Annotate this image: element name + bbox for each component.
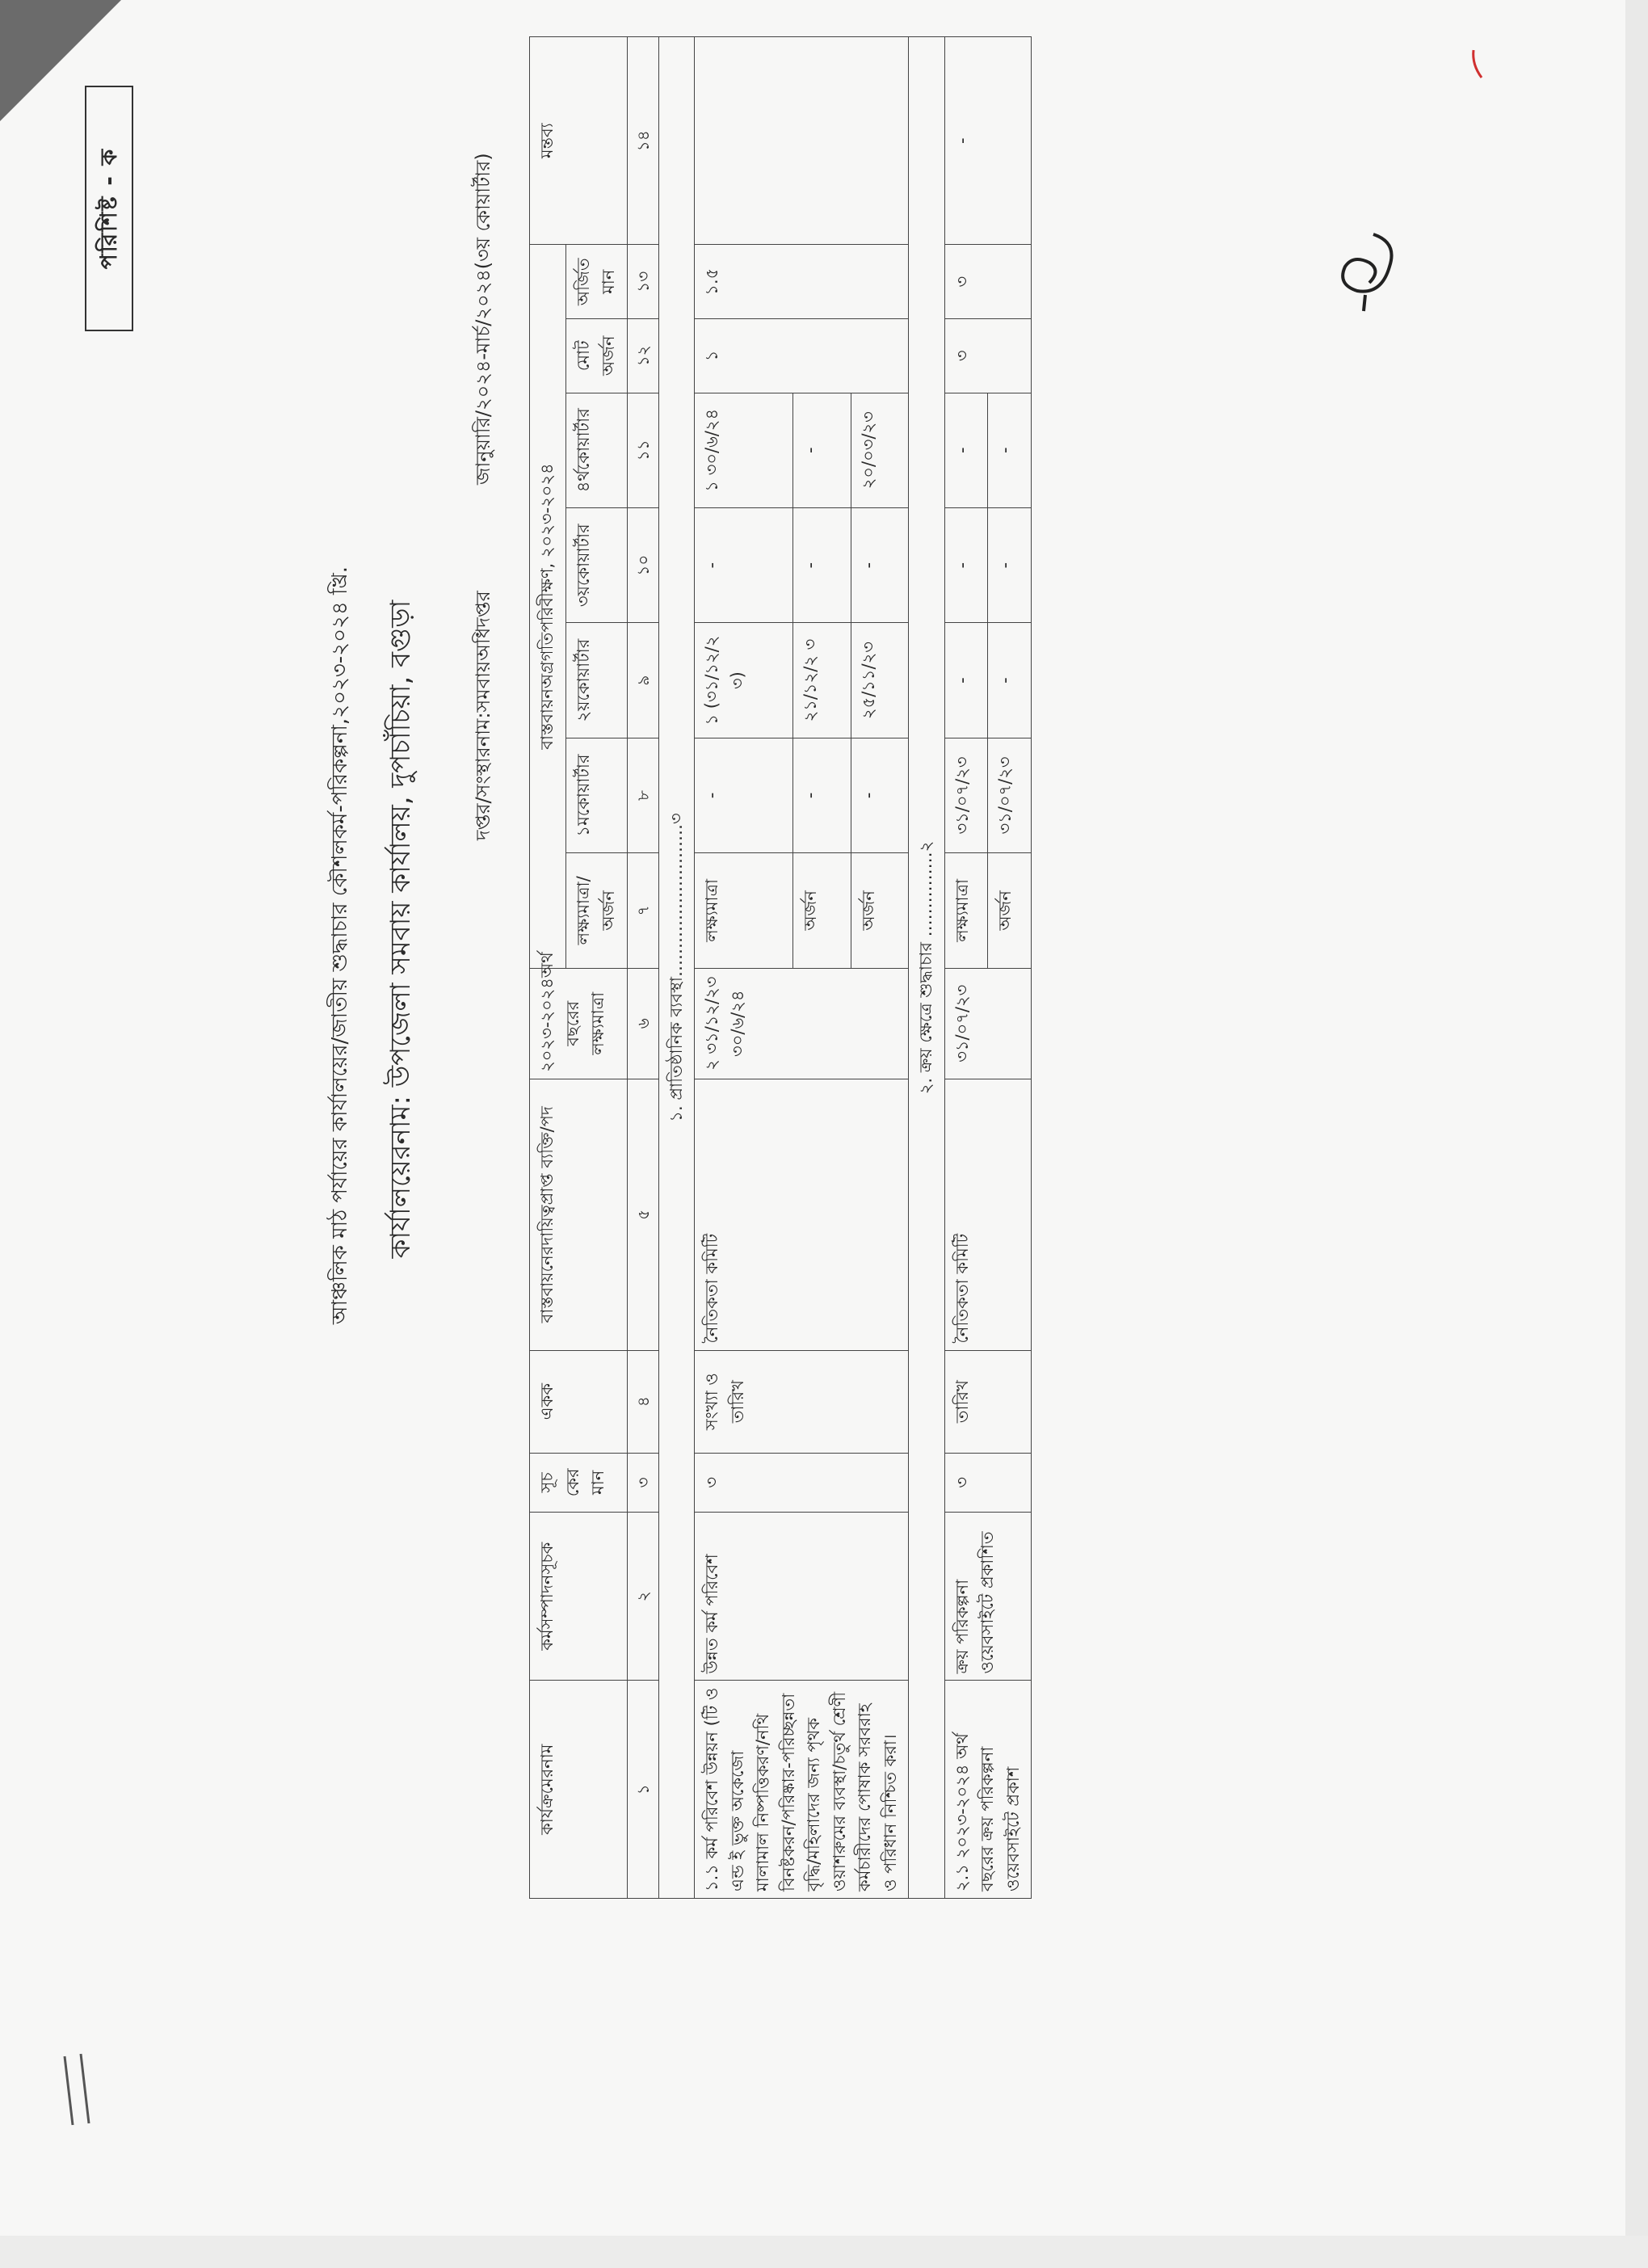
column-number: ৯ xyxy=(627,623,658,738)
header-progress-group: বাস্তবায়নঅগ্রগতিপরিবীক্ষণ, ২০২৩-২০২৪ xyxy=(530,245,566,968)
q1-cell: - xyxy=(695,738,793,852)
activity-cell: ১.১ কর্ম পরিবেশ উন্নয়ন (টি ও এন্ড ই ভুক্ত অকেজো মালামাল নিষ্পত্তিকরণ/নথি বিনষ্টকরন/পরিষ্কার-পরিচ্ছন্নতা বৃদ্ধি/মহিলাদের জন্য পৃথক ওয়াশরুমের ব্যবস্থা/চতুর্থ শ্রেণী কর্মচারীদের পোষাক সরবরাহ ও পরিধান নিশ্চিত করা। xyxy=(695,1681,909,1899)
unit-cell: সংখ্যা ও তারিখ xyxy=(695,1350,909,1453)
column-number: ৫ xyxy=(627,1079,658,1350)
value-cell: ৩ xyxy=(695,1453,909,1512)
column-number: ৭ xyxy=(627,853,658,968)
activity-cell: ২.১ ২০২৩-২০২৪ অর্থ বছরের ক্রয় পরিকল্পনা ওয়েবসাইটে প্রকাশ xyxy=(944,1681,1032,1899)
total-cell: ১ xyxy=(695,319,909,393)
remarks-cell: - xyxy=(944,37,1032,245)
column-number: ২ xyxy=(627,1512,658,1681)
achievement-label: অর্জন xyxy=(793,853,851,968)
section-row xyxy=(658,37,695,1899)
table-row xyxy=(695,37,793,1899)
document-title: আঞ্চলিক মাঠ পর্যায়ের কার্যালয়ের/জাতীয় শুদ্ধাচার কৌশলকর্ম-পরিকল্পনা,২০২৩-২০২৪ খ্রি. xyxy=(328,566,352,1325)
column-number: ১২ xyxy=(627,319,658,393)
achievement-label: অর্জন xyxy=(988,853,1032,968)
reporting-period: জানুয়ারি/২০২৪-মার্চ/২০২৪(৩য় কোয়ার্টার) xyxy=(472,153,494,485)
column-number: ১৪ xyxy=(627,37,658,245)
q1-cell: ৩১/০৭/২৩ xyxy=(944,738,988,852)
scan-edge-bottom xyxy=(0,2236,1648,2268)
column-number: ১০ xyxy=(627,507,658,622)
q1-cell: - xyxy=(851,738,908,852)
header-q1: ১মকোয়ার্টার xyxy=(565,738,627,852)
integrity-action-plan-table xyxy=(529,36,1032,1899)
red-pen-mark xyxy=(1470,48,1486,81)
q1-cell: ৩১/০৭/২৩ xyxy=(988,738,1032,852)
q4-cell: - xyxy=(988,393,1032,507)
appendix-label: পরিশিষ্ট - ক xyxy=(85,86,133,331)
column-number: ১ xyxy=(627,1681,658,1899)
remarks-cell xyxy=(695,37,909,245)
column-number: ৬ xyxy=(627,968,658,1079)
section-institutional: ১. প্রাতিষ্ঠানিক ব্যবস্থা………………………৩ xyxy=(658,37,695,1899)
q3-cell: - xyxy=(695,507,793,622)
scan-edge xyxy=(1625,0,1648,2268)
q1-cell: - xyxy=(793,738,851,852)
header-unit: একক xyxy=(530,1350,628,1453)
column-number-row xyxy=(627,37,658,1899)
indicator-cell: ক্রয় পরিকল্পনা ওয়েবসাইটে প্রকাশিত xyxy=(944,1512,1032,1681)
header-responsible: বাস্তবায়নেরদায়িত্বপ্রাপ্ত ব্যক্তি/পদ xyxy=(530,1079,628,1350)
header-row xyxy=(530,37,566,1899)
header-annual-target: ২০২৩-২০২৪অর্থ বছরের লক্ষ্যমাত্রা xyxy=(530,968,628,1079)
q4-cell: - xyxy=(793,393,851,507)
header-total: মোট অর্জন xyxy=(565,319,627,393)
q2-cell: ১ (৩১/১২/২ ৩) xyxy=(695,623,793,738)
section-procurement: ২. ক্রয় ক্ষেত্রে শুদ্ধাচার ……………২ xyxy=(909,37,945,1899)
q2-cell: - xyxy=(988,623,1032,738)
q3-cell: - xyxy=(793,507,851,622)
q4-cell: ২০/০৩/২৩ xyxy=(851,393,908,507)
indicator-cell: উন্নত কর্ম পরিবেশ xyxy=(695,1512,909,1681)
achievement-label: অর্জন xyxy=(851,853,908,968)
unit-cell: তারিখ xyxy=(944,1350,1032,1453)
annual-target-cell: ২ ৩১/১২/২৩ ৩০/৬/২৪ xyxy=(695,968,909,1079)
column-number: ৪ xyxy=(627,1350,658,1453)
header-indicator-value: সূচ কের মান xyxy=(530,1453,628,1512)
header-activity: কার্যক্রমেরনাম xyxy=(530,1681,628,1899)
q4-cell: - xyxy=(944,393,988,507)
target-label: লক্ষ্যমাত্রা xyxy=(695,853,793,968)
section-row xyxy=(909,37,945,1899)
value-cell: ৩ xyxy=(944,1453,1032,1512)
responsible-cell: নৈতিকতা কমিটি xyxy=(944,1079,1032,1350)
target-label: লক্ষ্যমাত্রা xyxy=(944,853,988,968)
department-name: দপ্তর/সংস্থারনাম:সমবায়অধিদপ্তর xyxy=(472,591,494,840)
header-q3: ৩য়কোয়ার্টার xyxy=(565,507,627,622)
header-q4: ৪র্থকোয়ার্টার xyxy=(565,393,627,507)
column-number: ৮ xyxy=(627,738,658,852)
responsible-cell: নৈতিকতা কমিটি xyxy=(695,1079,909,1350)
table-row xyxy=(944,37,988,1899)
column-number: ১৩ xyxy=(627,245,658,319)
achieved-value-cell: ৩ xyxy=(944,245,1032,319)
pen-marks xyxy=(58,2052,107,2133)
header-target-achievement: লক্ষ্যমাত্রা/ অর্জন xyxy=(565,853,627,968)
header-remarks: মন্তব্য xyxy=(530,37,628,245)
q2-cell: - xyxy=(944,623,988,738)
q3-cell: - xyxy=(851,507,908,622)
q4-cell: ১ ৩০/৬/২৪ xyxy=(695,393,793,507)
q2-cell: ২১/১২/২ ৩ xyxy=(793,623,851,738)
total-cell: ৩ xyxy=(944,319,1032,393)
header-achieved-value: অর্জিত মান xyxy=(565,245,627,319)
column-number: ১১ xyxy=(627,393,658,507)
annual-target-cell: ৩১/০৭/২৩ xyxy=(944,968,1032,1079)
column-number: ৩ xyxy=(627,1453,658,1512)
office-name: কার্যালয়েরনাম: উপজেলা সমবায় কার্যালয়, দুপচাঁচিয়া, বগুড়া xyxy=(385,600,417,1259)
header-q2: ২য়কোয়ার্টার xyxy=(565,623,627,738)
header-indicator: কর্মসম্পাদনসূচক xyxy=(530,1512,628,1681)
q3-cell: - xyxy=(944,507,988,622)
q2-cell: ২৫/১১/২৩ xyxy=(851,623,908,738)
q3-cell: - xyxy=(988,507,1032,622)
achieved-value-cell: ১.৫ xyxy=(695,245,909,319)
